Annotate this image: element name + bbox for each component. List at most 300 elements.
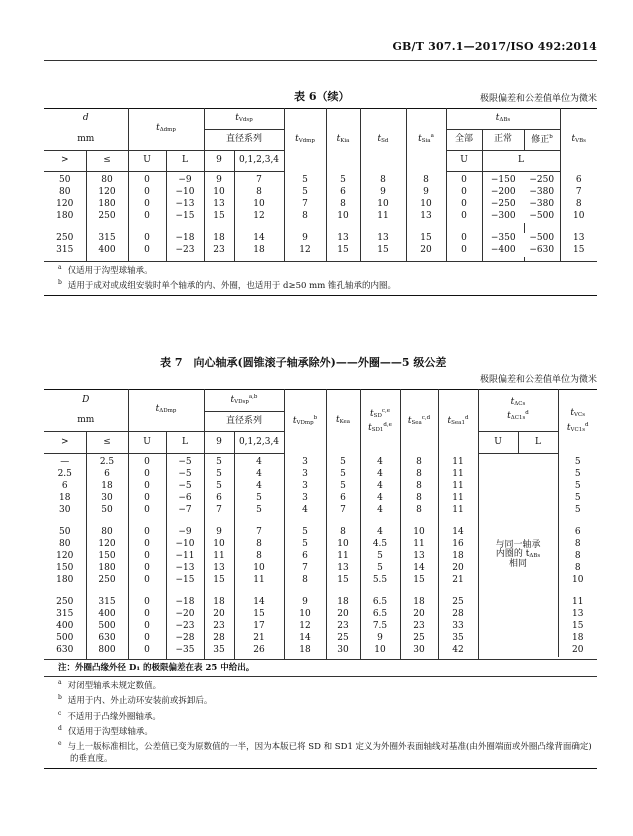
table-cell: 11 [400,539,438,551]
table-cell: 5 [326,453,360,469]
table-cell: −350 [482,233,524,245]
table-cell: 500 [56,633,74,643]
table-cell: 23 [326,621,360,633]
table-cell: 18 [284,645,326,657]
table-cell: 4 [234,453,284,469]
t7-tdmp-header: tΔDmp [128,389,204,431]
table-cell: 14 [400,563,438,575]
table-cell: 120 [56,199,74,209]
table-cell: 0 [128,621,166,633]
table-cell: 5 [558,481,597,493]
table-cell: 18 [204,597,234,609]
table-cell: 0 [128,171,166,187]
table-cell: 8 [326,199,360,211]
table-cell: 12 [284,621,326,633]
table-cell: 11 [438,469,478,481]
t7-u-header: U [128,431,166,453]
table-cell: 50 [59,175,71,185]
table-cell: 4 [360,481,400,493]
table-cell: 5 [204,481,234,493]
table-cell: 9 [360,187,406,199]
t7-diameter-series: 直径系列 [204,411,284,431]
table-cell: 315 [86,233,128,245]
table-cell: 80 [59,539,71,549]
table-cell: 6 [560,171,597,187]
table-cell: 250 [86,211,128,223]
footnote [44,279,597,292]
t6-tsia-header: tSia$^a$ [406,108,446,171]
table-cell: −6 [166,493,204,505]
table-cell: 4 [360,493,400,505]
footnote-mark: b [58,694,62,702]
table-cell: 0 [128,597,166,609]
table-cell: 8 [558,551,597,563]
table-cell: −500 [529,233,555,243]
table-cell: 10 [284,609,326,621]
table-cell: 0 [446,211,482,223]
table-cell: 21 [438,575,478,587]
table-row [44,245,597,257]
table-cell: 4 [284,505,326,517]
table-cell: 5 [558,505,597,517]
table-cell: 35 [438,633,478,645]
table-cell: 20 [400,609,438,621]
table-cell: 180 [86,563,128,575]
table-cell: 17 [234,621,284,633]
table-cell: 5 [284,527,326,539]
t7-gt-header: > [44,431,86,453]
table-cell: 30 [86,493,128,505]
t6-tdmp-header: tΔdmp [128,108,204,150]
table-cell: 10 [204,187,234,199]
t7-tcs-header: tΔCs $t\Delta C1s^d$ [478,389,558,431]
table-cell: 8 [234,551,284,563]
table-cell: 4 [360,505,400,517]
table-cell: 15 [326,245,360,257]
footnote-text: 不适用于凸缘外圈轴承。 [67,711,161,722]
table-cell: −250 [529,175,555,185]
table-cell: −10 [166,539,204,551]
table7-notes [44,659,597,767]
table-cell: 10 [360,645,400,657]
table-cell: 15 [204,211,234,223]
table-cell: 0 [128,505,166,517]
table-cell: −20 [166,609,204,621]
table-cell: 15 [326,575,360,587]
page-header: GB/T 307.1—2017/ISO 492:2014 [392,40,597,53]
table-cell: 8 [284,211,326,223]
table-cell: 5 [326,481,360,493]
table-cell: 18 [326,597,360,609]
table-cell: 9 [204,171,234,187]
table-cell: 14 [438,527,478,539]
table-cell: 12 [234,211,284,223]
t7-tsea1-header: tSea1$^d$ [438,389,478,453]
table-cell: 21 [234,633,284,645]
t6-l-header: L [166,150,204,171]
table-cell: 180 [86,199,128,211]
table-cell: −35 [166,645,204,657]
t6-u-header: U [128,150,166,171]
table6 [44,108,597,261]
table-cell: 11 [438,481,478,493]
table-cell: −11 [166,551,204,563]
table-cell: 6 [558,527,597,539]
t6-tsd-header: tSd [360,108,406,171]
footnote [44,725,597,738]
table-cell: 18 [86,481,128,493]
table-cell: −18 [166,597,204,609]
table-cell: 25 [326,633,360,645]
table-cell: 5 [558,453,597,469]
table-row [44,453,597,469]
table-cell: 5 [326,469,360,481]
table-cell: 10 [204,539,234,551]
t7-tsea-header: tSea$^{c,d}$ [400,389,438,453]
table-cell: 5 [558,493,597,505]
table-cell: 12 [284,245,326,257]
table-cell: 25 [438,597,478,609]
table-cell: 16 [438,539,478,551]
table-cell: 8 [400,453,438,469]
table-cell: −5 [166,453,204,469]
table-cell: 9 [360,633,400,645]
table-cell: 7 [204,505,234,517]
header-rule [44,60,597,61]
table-cell: 8 [400,481,438,493]
table-cell: 10 [326,539,360,551]
table-cell: 30 [59,505,71,515]
t7-tvcs-header: tVCs $tVC1s^d$ [558,389,597,453]
table-cell: −500 [529,211,555,221]
table-cell: 5 [284,539,326,551]
t6-series0-header: 0,1,2,3,4 [234,150,284,171]
table-cell: −150 [482,171,524,187]
table-cell: 150 [86,551,128,563]
footnote-mark: a [58,264,62,271]
table6-notes [44,261,597,294]
table-cell: 0 [128,481,166,493]
table-cell: 4.5 [360,539,400,551]
t6-diameter-series: 直径系列 [204,129,284,150]
table-cell: 8 [234,187,284,199]
table-cell: 6 [326,187,360,199]
footnote [44,679,597,692]
merged-sub: ΔBs [529,553,541,560]
table-cell: 0 [446,199,482,211]
table-cell: 20 [558,645,597,657]
table-cell: 8 [560,199,597,211]
table-cell: 5 [234,493,284,505]
table-cell: 11 [438,453,478,469]
t6-normal-header: 正常 [482,129,524,150]
table7-unit-note: 极限偏差和公差值单位为微米 [479,375,597,385]
table-cell: 8 [558,539,597,551]
table-cell: 11 [204,551,234,563]
table-cell: 20 [204,609,234,621]
table-cell: 14 [234,233,284,245]
table-cell: 250 [56,597,74,607]
table-cell: 30 [326,645,360,657]
table-cell: 0 [128,245,166,257]
table-cell: 10 [400,527,438,539]
table-cell: 3 [284,453,326,469]
table-cell: −380 [529,187,555,197]
table-cell: 18 [59,493,71,503]
t7-mm-header: mm [77,415,95,426]
table-cell: 23 [204,621,234,633]
table-cell: 315 [56,245,74,255]
table-cell: 5 [234,505,284,517]
table-cell: 400 [86,245,128,257]
merged-line-3: 相同 [508,558,527,569]
table-cell: −18 [166,233,204,245]
table-row [44,199,597,211]
table-cell: −10 [166,187,204,199]
footnote-text: 仅适用于沟型球轴承。 [67,726,153,737]
table-cell: 2.5 [57,469,72,479]
table-cell: −15 [166,575,204,587]
table-cell: 80 [86,527,128,539]
table-cell: 23 [400,621,438,633]
table-cell: 11 [438,505,478,517]
table-cell: 13 [204,563,234,575]
t6-gt-header: > [44,150,86,171]
table-cell: 5 [360,563,400,575]
table-cell: 18 [438,551,478,563]
table-cell: 0 [128,211,166,223]
table-cell: 120 [86,539,128,551]
table-cell: −28 [166,633,204,645]
table-cell: 13 [204,199,234,211]
table-cell: 0 [128,633,166,645]
t6-all-header: 全部 [446,129,482,150]
notes-separator [44,261,597,262]
merged-same-as-inner-ring [478,453,558,657]
t6-tvdmp-header: tVdmp [284,108,326,171]
table-cell: 7.5 [360,621,400,633]
table-cell: −9 [166,527,204,539]
footnote [44,740,597,765]
table-cell: 8 [360,171,406,187]
table-cell: 120 [56,551,74,561]
table-cell: 10 [326,211,360,223]
table-cell: 0 [128,527,166,539]
footnote-mark: a [58,679,62,687]
table-cell: 5 [284,171,326,187]
table-cell: 8 [400,469,438,481]
t6-tvbs-header: tVBs [560,108,597,171]
table-cell: 26 [234,645,284,657]
table-cell: 0 [446,171,482,187]
table-cell: 0 [128,187,166,199]
table-cell: 630 [86,633,128,645]
t6-l2-header: L [482,150,560,171]
table-cell: −15 [166,211,204,223]
t6-modified-header: 修正$^b$ [524,129,560,150]
table-cell: 80 [59,187,71,197]
t6-tkia-header: tKia [326,108,360,171]
table-cell: 33 [438,621,478,633]
notes-separator [44,659,597,660]
table-cell: 4 [234,469,284,481]
table-cell: 0 [128,539,166,551]
table-cell: −23 [166,621,204,633]
table-cell: 10 [406,199,446,211]
table-cell: 7 [234,171,284,187]
table-cell: −400 [482,245,524,257]
table-cell: 5 [204,453,234,469]
table-cell: −380 [529,199,555,209]
table-cell: 18 [204,233,234,245]
table-cell: 28 [438,609,478,621]
t7-D-header: D [82,394,90,405]
table-row [44,171,597,187]
table-cell: 250 [56,233,74,243]
table-cell: 5 [360,551,400,563]
table-cell: 5.5 [360,575,400,587]
table-cell: 13 [360,233,406,245]
merged-line-2: 内圈的 t [495,549,530,560]
table-cell: 5 [558,469,597,481]
table-cell: 0 [128,493,166,505]
table-cell: 800 [86,645,128,657]
table-cell: 8 [558,563,597,575]
table-cell: −7 [166,505,204,517]
table-cell: 4 [234,481,284,493]
table-cell: −13 [166,199,204,211]
table-cell: 0 [128,551,166,563]
table-cell: −13 [166,563,204,575]
table-cell: 9 [204,527,234,539]
main-note: 注：外圈凸缘外径 D₁ 的极限偏差在表 25 中给出。 [58,663,255,673]
table-cell: 0 [128,609,166,621]
table-cell: 6 [86,469,128,481]
table-cell: −23 [166,245,204,257]
table-cell: 13 [400,551,438,563]
t6-tbs-header: tΔBs [446,108,560,129]
table-cell: 10 [560,211,597,223]
footnote-text: 适用于内、外止动环安装前或拆卸后。 [67,696,213,707]
t7-tkea-header: tKea [326,389,360,453]
t6-le-header: ≤ [86,150,128,171]
t6-d-header: d [82,113,89,123]
table-cell: 7 [284,563,326,575]
table-cell: 35 [204,645,234,657]
table-cell: 13 [326,563,360,575]
table-cell: 6.5 [360,609,400,621]
table-cell: 3 [284,469,326,481]
table-cell: 8 [234,539,284,551]
table-cell: 10 [234,563,284,575]
table-cell: 180 [56,575,74,585]
table-cell: 2.5 [86,453,128,469]
merged-line-1: 与同一轴承 [495,540,541,551]
table-cell: 7 [234,527,284,539]
table-cell: 15 [234,609,284,621]
table-cell: 6 [284,551,326,563]
table-cell: 15 [558,621,597,633]
table-cell: 9 [406,187,446,199]
table-cell: −9 [166,171,204,187]
table-row [44,187,597,199]
table-cell: 30 [400,645,438,657]
footnote [44,264,597,277]
t7-l2-header: L [518,431,558,453]
table-cell: 50 [59,527,71,537]
table-cell: 15 [360,245,406,257]
table-cell: 4 [360,453,400,469]
table-cell: 150 [56,563,74,573]
table-cell: 23 [204,245,234,257]
table-cell: 10 [360,199,406,211]
footnote-text: 适用于成对或成组安装时单个轴承的内、外圈，也适用于 d≥50 mm 锥孔轴承的内圈。 [67,280,396,291]
table-cell: 0 [128,469,166,481]
table-cell: 15 [400,575,438,587]
table-cell: 50 [86,505,128,517]
footnote-mark: b [58,279,62,287]
table-cell: 630 [56,645,74,655]
table-cell: 0 [128,575,166,587]
table-cell: 180 [56,211,74,221]
table-cell: 11 [438,493,478,505]
table-cell: 5 [284,187,326,199]
table6-caption: 表 6（续） [294,90,350,103]
table-cell: 9 [284,233,326,245]
table-cell: 11 [234,575,284,587]
t6-series9-header: 9 [204,150,234,171]
table-cell: 0 [446,233,482,245]
table-cell: 15 [204,575,234,587]
table6-body [44,171,597,261]
table-cell: 10 [234,199,284,211]
table-cell: 7 [326,505,360,517]
table-cell: 8 [284,575,326,587]
table-cell: 25 [400,633,438,645]
table-cell: 120 [86,187,128,199]
table-cell: 0 [446,187,482,199]
table-cell: 250 [86,575,128,587]
table-cell: 18 [400,597,438,609]
footnote [44,694,597,707]
table-cell: 0 [128,199,166,211]
table-cell: 6 [61,481,68,491]
table-cell: 13 [558,609,597,621]
table-cell: 11 [326,551,360,563]
table-cell: 13 [326,233,360,245]
t6-mm-header: mm [77,133,95,144]
table-cell: 18 [234,245,284,257]
table-cell: 315 [56,609,74,619]
table-cell: −200 [482,187,524,199]
table-cell: — [60,457,70,467]
table-cell: −630 [529,245,555,255]
table-cell: 20 [406,245,446,257]
t7-l-header: L [166,431,204,453]
table-cell: 0 [446,245,482,257]
table-cell: −250 [482,199,524,211]
table-cell: −5 [166,481,204,493]
notes-separator [44,676,597,677]
t7-u2-header: U [478,431,518,453]
t6-u2-header: U [446,150,482,171]
footnote-mark: d [58,724,62,732]
footnote-mark: e [58,739,62,747]
footnote-mark: c [58,709,62,717]
table-cell: 18 [558,633,597,645]
table-cell: 8 [326,527,360,539]
table-cell: 0 [128,563,166,575]
